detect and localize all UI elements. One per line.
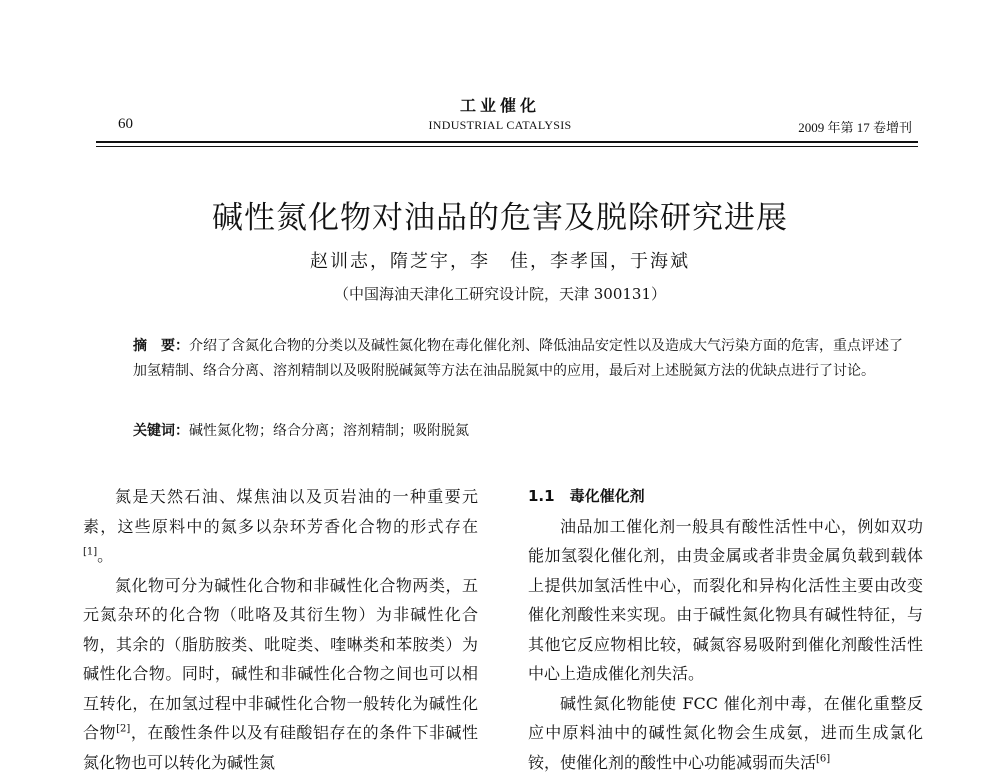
intro-paragraph-2-text: 氮化物可分为碱性化合物和非碱性化合物两类，五元氮杂环的化合物（吡咯及其衍生物）为非碱性化合物，其余的（脂肪胺类、吡啶类、喹啉类和苯胺类）为碱性化合物。同时，碱性和非碱性化合物之间也可以相互转化，在加氢过程中非碱性化合物一般转化为碱性化合物 [83,576,478,743]
keywords-label: 关键词： [133,423,189,439]
author-list: 赵训志，隋芝宇，李 佳，李孝国，于海斌 [0,247,1000,273]
right-column [528,482,923,777]
header-rule-thin [96,146,918,147]
section-paragraph-1: 油品加工催化剂一般具有酸性活性中心，例如双功能加氢裂化催化剂，由贵金属或者非贵金属负载到载体上提供加氢活性中心，而裂化和异构化活性主要由改变催化剂酸性来实现。由于碱性氮化物具有碱性特征，与其他它反应物相比较，碱氮容易吸附到催化剂酸性活性中心上造成催化剂失活。 [528,512,923,689]
article-title: 碱性氮化物对油品的危害及脱除研究进展 [0,192,1000,237]
keywords [133,419,903,444]
abstract [133,334,903,384]
section-paragraph-2-text: 碱性氮化物能使 FCC 催化剂中毒，在催化重整反应中原料油中的碱性氮化物会生成氨，进而生成氯化铵，使催化剂的酸性中心功能减弱而失活 [528,694,923,772]
keywords-text: 碱性氮化物；络合分离；溶剂精制；吸附脱氮 [189,423,469,439]
page-number: 60 [118,116,133,133]
affiliation: （中国海油天津化工研究设计院，天津 300131） [0,283,1000,304]
citation-2: [2] [116,724,130,735]
section-heading: 1.1 毒化催化剂 [528,482,923,512]
header-rule-thick [96,141,918,143]
intro-paragraph-2-continued: ，在酸性条件以及有硅酸铝存在的条件下非碱性氮化物也可以转化为碱性氮 [83,723,478,772]
citation-6: [6] [816,753,830,764]
issue-info: 2009 年第 17 卷增刊 [798,117,912,136]
journal-title-chinese: 工业催化 [0,93,1000,116]
intro-paragraph-1-text: 氮是天然石油、煤焦油以及页岩油的一种重要元素，这些原料中的氮多以杂环芳香化合物的形式存在 [83,487,478,536]
intro-paragraph-1-end: 。 [97,546,113,565]
abstract-text: 介绍了含氮化合物的分类以及碱性氮化物在毒化催化剂、降低油品安定性以及造成大气污染方面的危害，重点评述了加氢精制、络合分离、溶剂精制以及吸附脱碱氮等方法在油品脱氮中的应用，最后对上述脱氮方法的优缺点进行了讨论。 [133,338,903,379]
abstract-label: 摘 要： [133,338,189,354]
left-column [83,482,478,777]
citation-1: [1] [83,547,97,558]
intro-paragraph-1 [83,482,478,571]
journal-title-english: INDUSTRIAL CATALYSIS [0,118,1000,133]
intro-paragraph-2 [83,571,478,777]
section-paragraph-2 [528,689,923,777]
